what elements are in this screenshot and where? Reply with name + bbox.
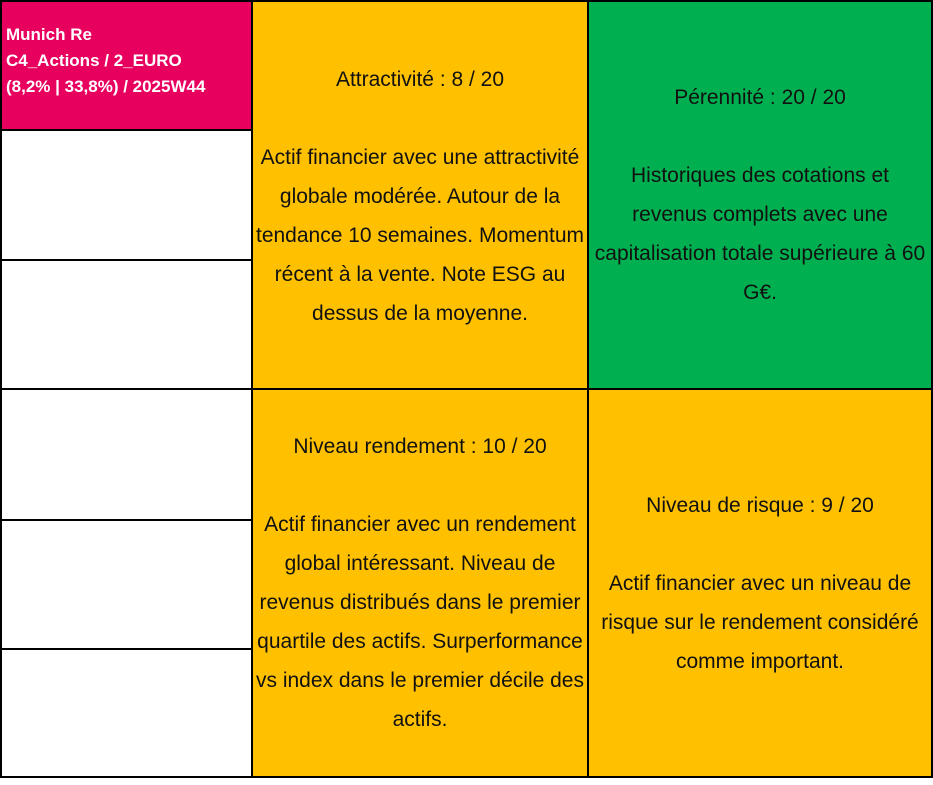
perennite-title: Pérennité : 20 / 20 <box>674 86 846 109</box>
empty-cell-1 <box>0 129 253 261</box>
asset-header <box>0 0 253 131</box>
empty-cell-4 <box>0 519 253 650</box>
bottom-border <box>0 776 933 778</box>
perennite-description: Historiques des cotations et revenus complets avec une capitalisation totale supérieure à 60 G€. <box>594 164 926 304</box>
rendement-panel <box>251 388 589 778</box>
asset-category: C4_Actions / 2_EURO <box>6 51 182 70</box>
rendement-title: Niveau rendement : 10 / 20 <box>293 435 547 458</box>
risque-panel <box>587 388 933 778</box>
attractivite-title: Attractivité : 8 / 20 <box>335 67 505 91</box>
empty-cell-5 <box>0 648 253 778</box>
asset-name: Munich Re <box>6 25 92 44</box>
empty-cell-2 <box>0 259 253 390</box>
risque-description: Actif financier avec un niveau de risque sur le rendement considéré comme important. <box>601 571 919 673</box>
asset-stats: (8,2% | 33,8%) / 2025W44 <box>6 77 206 96</box>
risque-title: Niveau de risque : 9 / 20 <box>646 493 874 517</box>
rendement-description: Actif financier avec un rendement global intéressant. Niveau de revenus distribués dans le premier quartile des actifs. Surperformance vs index dans le premier décile des actifs. <box>255 513 584 731</box>
attractivite-description: Actif financier avec une attractivité globale modérée. Autour de la tendance 10 semaines. Momentum récent à la vente. Note ESG au dessus de la moyenne. <box>255 145 584 325</box>
empty-cell-3 <box>0 388 253 521</box>
attractivite-panel <box>251 0 589 390</box>
perennite-panel <box>587 0 933 390</box>
